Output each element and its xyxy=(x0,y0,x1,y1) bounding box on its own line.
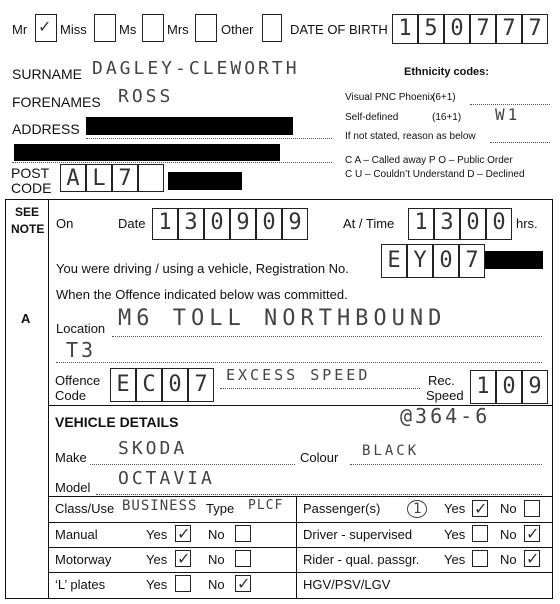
postcode-char: A xyxy=(60,164,86,192)
passengers-yes-checkbox[interactable]: ✓ xyxy=(474,499,488,518)
offence-code-char: 7 xyxy=(188,368,214,402)
postcode-redaction xyxy=(168,172,242,190)
ethnicity-self-value[interactable]: W1 xyxy=(495,105,521,124)
manual-no-checkbox[interactable] xyxy=(235,525,251,542)
offence-time-field[interactable] xyxy=(408,208,514,240)
time-digit: 3 xyxy=(434,208,460,240)
postcode-char: 7 xyxy=(112,164,138,192)
offence-date-field[interactable] xyxy=(152,208,312,240)
title-ms-label: Ms xyxy=(119,22,137,37)
surname-label: SURNAME xyxy=(12,66,83,82)
ethnicity-heading: Ethnicity codes: xyxy=(404,66,489,78)
location-line-2 xyxy=(56,362,542,363)
dob-digit: 7 xyxy=(496,14,522,44)
driver-supervised-label: Driver - supervised xyxy=(303,527,413,542)
offence-code-label-2: Code xyxy=(55,388,87,403)
offence-code-char: 0 xyxy=(162,368,188,402)
colour-label: Colour xyxy=(300,450,339,465)
model-line xyxy=(96,494,542,495)
title-mrs-checkbox[interactable] xyxy=(142,14,164,42)
on-label: On xyxy=(56,216,74,231)
passengers-yes-label: Yes xyxy=(444,501,466,516)
time-digit: 0 xyxy=(486,208,512,240)
vehicle-details-heading: VEHICLE DETAILS xyxy=(55,414,179,430)
speed-note[interactable]: @364-6 xyxy=(400,404,491,428)
title-miss-checkbox[interactable]: ✓ xyxy=(35,14,57,42)
dob-digit: 7 xyxy=(522,14,548,44)
forenames-value[interactable]: ROSS xyxy=(118,86,174,107)
address-redaction-2 xyxy=(14,144,280,161)
rec-speed-label-2: Speed xyxy=(426,388,464,403)
offence-desc-line xyxy=(220,388,420,389)
date-digit: 9 xyxy=(282,208,308,240)
date-label: Date xyxy=(118,216,146,231)
dob-field[interactable] xyxy=(392,14,550,44)
postcode-label-2: CODE xyxy=(11,180,52,196)
passengers-label: Passenger(s) xyxy=(303,501,381,516)
hgv-label: HGV/PSV/LGV xyxy=(303,577,391,592)
offence-code-label-1: Offence xyxy=(55,373,101,388)
location-value[interactable]: M6 TOLL NORTHBOUND xyxy=(118,306,447,331)
address-redaction-1 xyxy=(86,117,293,135)
passengers-no-label: No xyxy=(500,501,517,516)
location-line xyxy=(112,336,542,337)
time-digit: 1 xyxy=(408,208,434,240)
passengers-value[interactable]: 1 xyxy=(407,500,427,518)
rider-no-checkbox[interactable]: ✓ xyxy=(526,549,540,568)
colour-value[interactable]: BLACK xyxy=(362,443,420,459)
motorway-label: Motorway xyxy=(55,552,112,567)
title-other-label: Other xyxy=(221,22,254,37)
make-value[interactable]: SKODA xyxy=(118,438,188,459)
dob-label: DATE OF BIRTH xyxy=(290,22,388,37)
colour-line xyxy=(350,464,542,465)
speed-digit: 1 xyxy=(470,370,496,404)
type-label: Type xyxy=(206,501,235,516)
reg-char: E xyxy=(381,244,407,278)
title-ms-checkbox[interactable] xyxy=(94,14,116,42)
passengers-no-checkbox[interactable] xyxy=(524,500,540,517)
reg-redaction xyxy=(485,251,543,269)
ethnicity-visual-label: Visual PNC Phoenix xyxy=(345,92,435,103)
class-use-label: Class/Use xyxy=(55,501,115,516)
model-label: Model xyxy=(55,480,91,495)
rider-yes-label: Yes xyxy=(444,552,466,567)
ethnicity-codes-line2: C U – Couldn’t Understand D – Declined xyxy=(345,169,525,180)
offence-code-field[interactable] xyxy=(110,368,216,402)
reg-char: 0 xyxy=(433,244,459,278)
l-plates-no-label: No xyxy=(208,577,225,592)
see-note-label-2: NOTE xyxy=(11,222,45,236)
offence-code-char: E xyxy=(110,368,136,402)
make-line xyxy=(90,464,295,465)
forenames-label: FORENAMES xyxy=(12,94,101,110)
postcode-char xyxy=(138,164,164,192)
title-miss-label: Miss xyxy=(60,22,87,37)
committed-statement: When the Offence indicated below was committed. xyxy=(56,287,348,302)
l-plates-label: ‘L’ plates xyxy=(55,577,106,592)
offence-code-char: C xyxy=(136,368,162,402)
rider-label: Rider - qual. passgr. xyxy=(303,552,420,567)
l-plates-no-checkbox[interactable]: ✓ xyxy=(237,574,251,593)
title-other-field[interactable] xyxy=(262,14,282,42)
driving-statement: You were driving / using a vehicle, Registration No. xyxy=(56,261,349,276)
manual-label: Manual xyxy=(55,527,98,542)
ethnicity-self-label: Self-defined xyxy=(345,112,399,123)
date-digit: 1 xyxy=(152,208,178,240)
motorway-no-label: No xyxy=(208,552,225,567)
location-value-2[interactable]: T3 xyxy=(66,338,97,362)
hrs-label: hrs. xyxy=(516,216,538,231)
driver-supervised-yes-label: Yes xyxy=(444,527,466,542)
dob-digit: 7 xyxy=(470,14,496,44)
date-digit: 3 xyxy=(178,208,204,240)
ethnicity-self-code: (16+1) xyxy=(432,112,462,123)
speed-digit: 0 xyxy=(496,370,522,404)
reg-char: Y xyxy=(407,244,433,278)
driver-supervised-no-label: No xyxy=(500,527,517,542)
registration-field[interactable] xyxy=(381,244,545,278)
surname-value[interactable]: DAGLEY-CLEWORTH xyxy=(92,58,300,79)
rider-yes-checkbox[interactable] xyxy=(472,550,488,567)
address-label: ADDRESS xyxy=(12,121,80,137)
speed-digit: 9 xyxy=(522,370,548,404)
postcode-label-1: POST xyxy=(11,165,50,181)
date-digit: 9 xyxy=(230,208,256,240)
title-other-checkbox[interactable] xyxy=(195,14,217,42)
offence-description[interactable]: EXCESS SPEED xyxy=(226,366,371,384)
class-use-value[interactable]: BUSINESS xyxy=(122,498,198,514)
dob-digit: 0 xyxy=(444,14,470,44)
ethnicity-reason-field[interactable] xyxy=(490,142,550,143)
manual-yes-checkbox[interactable]: ✓ xyxy=(177,524,191,543)
motorway-no-checkbox[interactable] xyxy=(235,550,251,567)
driver-supervised-no-checkbox[interactable]: ✓ xyxy=(526,524,540,543)
ethnicity-not-stated: If not stated, reason as below xyxy=(345,131,476,142)
address-line xyxy=(86,138,332,139)
time-label: At / Time xyxy=(343,216,395,231)
manual-yes-label: Yes xyxy=(146,527,168,542)
manual-no-label: No xyxy=(208,527,225,542)
date-digit: 0 xyxy=(204,208,230,240)
rider-no-label: No xyxy=(500,552,517,567)
rec-speed-field[interactable] xyxy=(470,370,550,404)
l-plates-yes-label: Yes xyxy=(146,577,168,592)
postcode-char: L xyxy=(86,164,112,192)
l-plates-yes-checkbox[interactable] xyxy=(175,575,191,592)
address-line xyxy=(12,162,332,163)
time-digit: 0 xyxy=(460,208,486,240)
motorway-yes-label: Yes xyxy=(146,552,168,567)
dob-digit: 5 xyxy=(418,14,444,44)
title-mr-label: Mr xyxy=(12,22,28,37)
postcode-field[interactable] xyxy=(60,164,248,194)
see-note-a: A xyxy=(21,311,31,326)
driver-supervised-yes-checkbox[interactable] xyxy=(472,525,488,542)
rec-speed-label-1: Rec. xyxy=(428,373,455,388)
title-mrs-label: Mrs xyxy=(167,22,189,37)
ethnicity-visual-code: (6+1) xyxy=(432,92,456,103)
make-label: Make xyxy=(55,450,87,465)
ethnicity-codes-line1: C A – Called away P O – Public Order xyxy=(345,155,513,166)
dob-digit: 1 xyxy=(392,14,418,44)
motorway-yes-checkbox[interactable]: ✓ xyxy=(177,549,191,568)
model-value[interactable]: OCTAVIA xyxy=(118,468,215,489)
see-note-label-1: SEE xyxy=(15,205,40,219)
reg-char: 7 xyxy=(459,244,485,278)
type-value[interactable]: PLCF xyxy=(248,498,284,513)
location-label: Location xyxy=(56,321,106,336)
date-digit: 0 xyxy=(256,208,282,240)
